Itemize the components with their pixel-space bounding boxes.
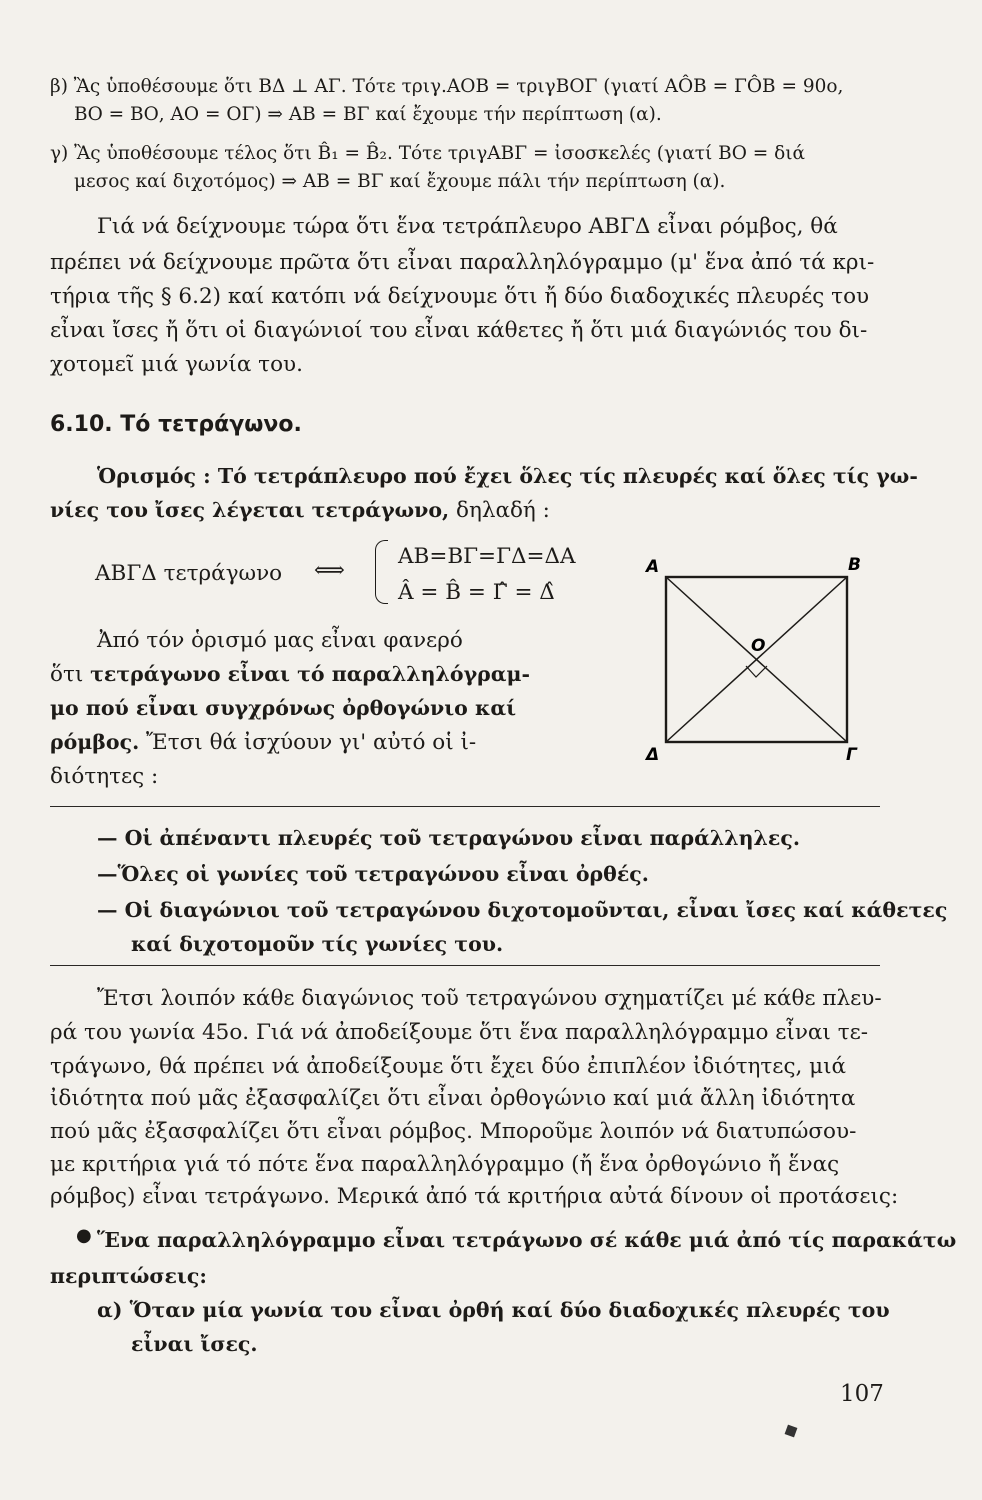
definition-bold-text: νίες του ἴσες λέγεται τετράγωνο, — [50, 498, 450, 522]
para3-line-2: ρά του γωνία 45ο. Γιά νά ἀποδείξουμε ὅτι ἕνα παραλληλόγραμμο εἶναι τε- — [50, 1020, 868, 1045]
vertex-label-d: Δ — [646, 745, 660, 765]
section-heading: 6.10. Τό τετράγωνο. — [50, 412, 302, 437]
para1-line-2: πρέπει νά δείχνουμε πρῶτα ὅτι εἶναι παραλληλόγραμμο (μ' ἕνα ἀπό τά κρι- — [50, 250, 875, 275]
para1-line-5: χοτομεῖ μιά γωνία του. — [50, 352, 303, 377]
print-mark — [785, 1425, 798, 1438]
page-number: 107 — [840, 1381, 884, 1407]
para3-line-6: με κριτήρια γιά τό πότε ἕνα παραλληλόγραμμο (ἤ ἕνα ὀρθογώνιο ἤ ἕνας — [50, 1152, 840, 1177]
para1-line-4: εἶναι ἴσες ἤ ὅτι οἱ διαγώνιοί του εἶναι κάθετες ἤ ὅτι μιά διαγώνιός του δι- — [50, 318, 868, 343]
center-label-o: Ο — [751, 636, 766, 656]
criteria-intro-1: Ἕνα παραλληλόγραμμο εἶναι τετράγωνο σέ κάθε μιά ἀπό τίς παρακάτω — [97, 1228, 957, 1252]
vertex-label-a: Α — [646, 557, 660, 577]
criteria-bullet-icon: ● — [76, 1225, 92, 1246]
equivalence-angles: Â = B̂ = Γ̂ = Δ̂ — [398, 580, 555, 605]
right-angle-mark — [746, 666, 767, 677]
property-1: — Οἱ ἀπέναντι πλευρές τοῦ τετραγώνου εἶναι παράλληλες. — [97, 826, 800, 850]
para3-line-1: Ἔτσι λοιπόν κάθε διαγώνιος τοῦ τετραγώνου σχηματίζει μέ κάθε πλευ- — [97, 986, 882, 1011]
para2-line-2 — [50, 662, 530, 687]
criterion-alpha-2: εἶναι ἴσες. — [131, 1332, 258, 1356]
definition-line-2 — [50, 498, 550, 523]
case-gamma-line-1: γ) Ἂς ὑποθέσουμε τέλος ὅτι B̂₁ = B̂₂. Τότε τριγΑΒΓ = ἰσοσκελές (γιατί ΒΟ = διά — [50, 143, 806, 164]
para1-line-3: τήρια τῆς § 6.2) καί κατόπι νά δείχνουμε ὅτι ἤ δύο διαδοχικές πλευρές του — [50, 284, 870, 309]
criteria-intro-2: περιπτώσεις: — [50, 1264, 207, 1288]
square-figure — [640, 550, 870, 766]
equivalence-left: ΑΒΓΔ τετράγωνο — [95, 561, 283, 586]
para2-line-4 — [50, 730, 476, 755]
para1-line-1: Γιά νά δείχνουμε τώρα ὅτι ἕνα τετράπλευρο ΑΒΓΔ εἶναι ρόμβος, θά — [97, 214, 838, 239]
para2-line-1: Ἀπό τόν ὁρισμό μας εἶναι φανερό — [97, 628, 463, 653]
para2-line-3: μο πού εἶναι συγχρόνως ὀρθογώνιο καί — [50, 696, 517, 720]
para2-line-4-bold: ρόμβος. — [50, 730, 140, 754]
para2-line-5: διότητες : — [50, 764, 159, 789]
equivalence-arrow: ⟺ — [314, 558, 345, 583]
para2-line-2-bold: τετράγωνο εἶναι τό παραλληλόγραμ- — [90, 662, 531, 686]
case-gamma-line-2: μεσος καί διχοτόμος) ⇒ ΑΒ = ΒΓ καί ἔχουμε πάλι τήν περίπτωση (α). — [74, 171, 726, 192]
vertex-label-b: Β — [848, 555, 861, 575]
para3-line-3: τράγωνο, θά πρέπει νά ἀποδείξουμε ὅτι ἔχει δύο ἐπιπλέον ἰδιότητες, μιά — [50, 1054, 847, 1079]
equivalence-sides: ΑΒ=ΒΓ=ΓΔ=ΔΑ — [398, 544, 576, 569]
property-2: —Ὅλες οἱ γωνίες τοῦ τετραγώνου εἶναι ὀρθές. — [97, 862, 649, 886]
property-3: — Οἱ διαγώνιοι τοῦ τετραγώνου διχοτομοῦνται, εἶναι ἴσες καί κάθετες — [97, 898, 948, 922]
vertex-label-g: Γ — [846, 745, 857, 765]
case-beta-line-1: β) Ἂς ὑποθέσουμε ὅτι ΒΔ ⊥ ΑΓ. Τότε τριγ.ΑΟΒ = τριγΒΟΓ (γιατί ΑÔΒ = ΓÔΒ = 90ο, — [50, 76, 844, 97]
case-beta-line-2: ΒΟ = ΒΟ, ΑΟ = ΟΓ) ⇒ ΑΒ = ΒΓ καί ἔχουμε τήν περίπτωση (α). — [74, 104, 662, 125]
para2-line-4-plain: Ἔτσι θά ἰσχύουν γι' αὐτό οἱ ἰ- — [139, 730, 477, 755]
definition-line-1: Ὁρισμός : Τό τετράπλευρο πού ἔχει ὅλες τίς πλευρές καί ὅλες τίς γω- — [97, 464, 918, 488]
equivalence-brace — [375, 540, 388, 604]
property-3-continued: καί διχοτομοῦν τίς γωνίες του. — [131, 932, 504, 956]
para3-line-5: πού μᾶς ἐξασφαλίζει ὅτι εἶναι ρόμβος. Μποροῦμε λοιπόν νά διατυπώσου- — [50, 1119, 857, 1144]
para2-line-2-plain: ὅτι — [50, 662, 91, 687]
para3-line-4: ἰδιότητα πού μᾶς ἐξασφαλίζει ὅτι εἶναι ὀρθογώνιο καί μιά ἄλλη ἰδιότητα — [50, 1086, 856, 1111]
criterion-alpha-1: α) Ὅταν μία γωνία του εἶναι ὀρθή καί δύο διαδοχικές πλευρές του — [97, 1298, 890, 1322]
para3-line-7: ρόμβος) εἶναι τετράγωνο. Μερικά ἀπό τά κριτήρια αὐτά δίνουν οἱ προτάσεις: — [50, 1184, 899, 1209]
definition-rest-text: δηλαδή : — [449, 498, 550, 523]
properties-top-rule — [50, 806, 880, 807]
properties-bottom-rule — [50, 965, 880, 966]
